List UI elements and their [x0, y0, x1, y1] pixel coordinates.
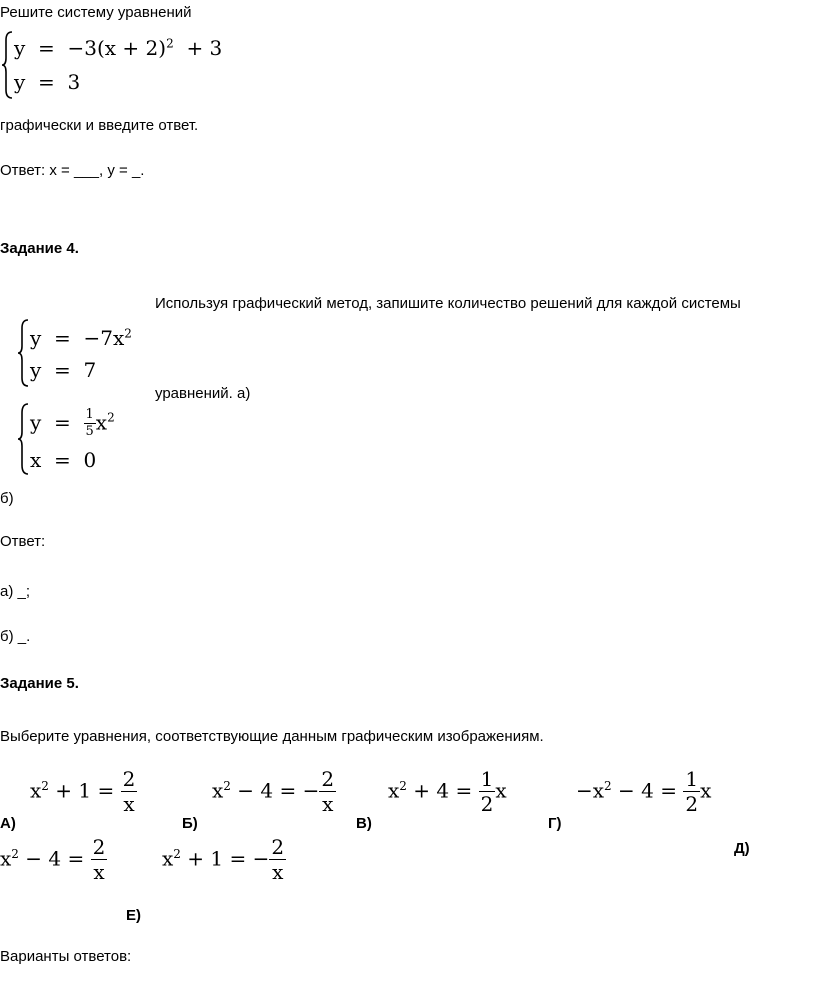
task4-sysA-eq1: $y = -7x^2$ — [30, 326, 132, 350]
brace-icon — [18, 402, 30, 476]
task5-eq-a: $x^2 + 1$ = $\frac{2}{x}$ — [30, 767, 136, 816]
task4-instruction-cont: уравнений. а) — [155, 385, 251, 402]
task5-eq-c: $x^2 + 4$ = $\frac{1}{2}$ x — [388, 767, 507, 816]
task4-sysB-eq2: x = 0 — [30, 448, 97, 472]
task3-answer: Ответ: x = ___, y = _. — [0, 162, 145, 179]
task5-eq-e: $x^2 - 4$ = $\frac{2}{x}$ — [0, 835, 106, 884]
task4-sysB-eq1: y = $\frac{1}{5}$ $x^2$ — [30, 407, 115, 439]
task5-instruction: Выберите уравнения, соответствующие данным графическим изображениям. — [0, 728, 544, 745]
task4-sysA-eq2: y = 7 — [30, 358, 97, 382]
task5-label-f: Е) — [126, 907, 141, 924]
task5-eq-d: $-x^2 - 4$ = $\frac{1}{2}$ x — [576, 767, 712, 816]
task4-heading: Задание 4. — [0, 240, 79, 257]
task5-label-b: Б) — [182, 815, 198, 832]
brace-icon — [2, 30, 14, 100]
brace-icon — [18, 318, 30, 388]
task4-system-a — [18, 318, 158, 388]
task5-label-c: В) — [356, 815, 372, 832]
task3-system — [2, 30, 262, 100]
task5-label-a: А) — [0, 815, 16, 832]
task4-instruction: Используя графический метод, запишите количество решений для каждой системы — [155, 295, 741, 312]
task4-label-b: б) — [0, 490, 14, 507]
task4-answer-b: б) _. — [0, 628, 31, 645]
task5-label-d: Г) — [548, 815, 562, 832]
task3-eq2: y = 3 — [14, 70, 81, 94]
task3-intro: Решите систему уравнений — [0, 4, 192, 21]
task4-answer-a: а) _; — [0, 583, 31, 600]
task5-label-e: Д) — [734, 840, 750, 857]
task5-eq-b: $x^2 - 4$ = − $\frac{2}{x}$ — [212, 767, 335, 816]
task3-instruction: графически и введите ответ. — [0, 117, 199, 134]
task5-variants: Варианты ответов: — [0, 948, 132, 965]
task3-eq1: $y = -3(x + 2)^2 + 3$ — [14, 36, 223, 60]
task4-answer: Ответ: — [0, 533, 46, 550]
task5-eq-f: $x^2 + 1$ = − $\frac{2}{x}$ — [162, 835, 285, 884]
task5-heading: Задание 5. — [0, 675, 79, 692]
task4-system-b — [18, 402, 158, 476]
